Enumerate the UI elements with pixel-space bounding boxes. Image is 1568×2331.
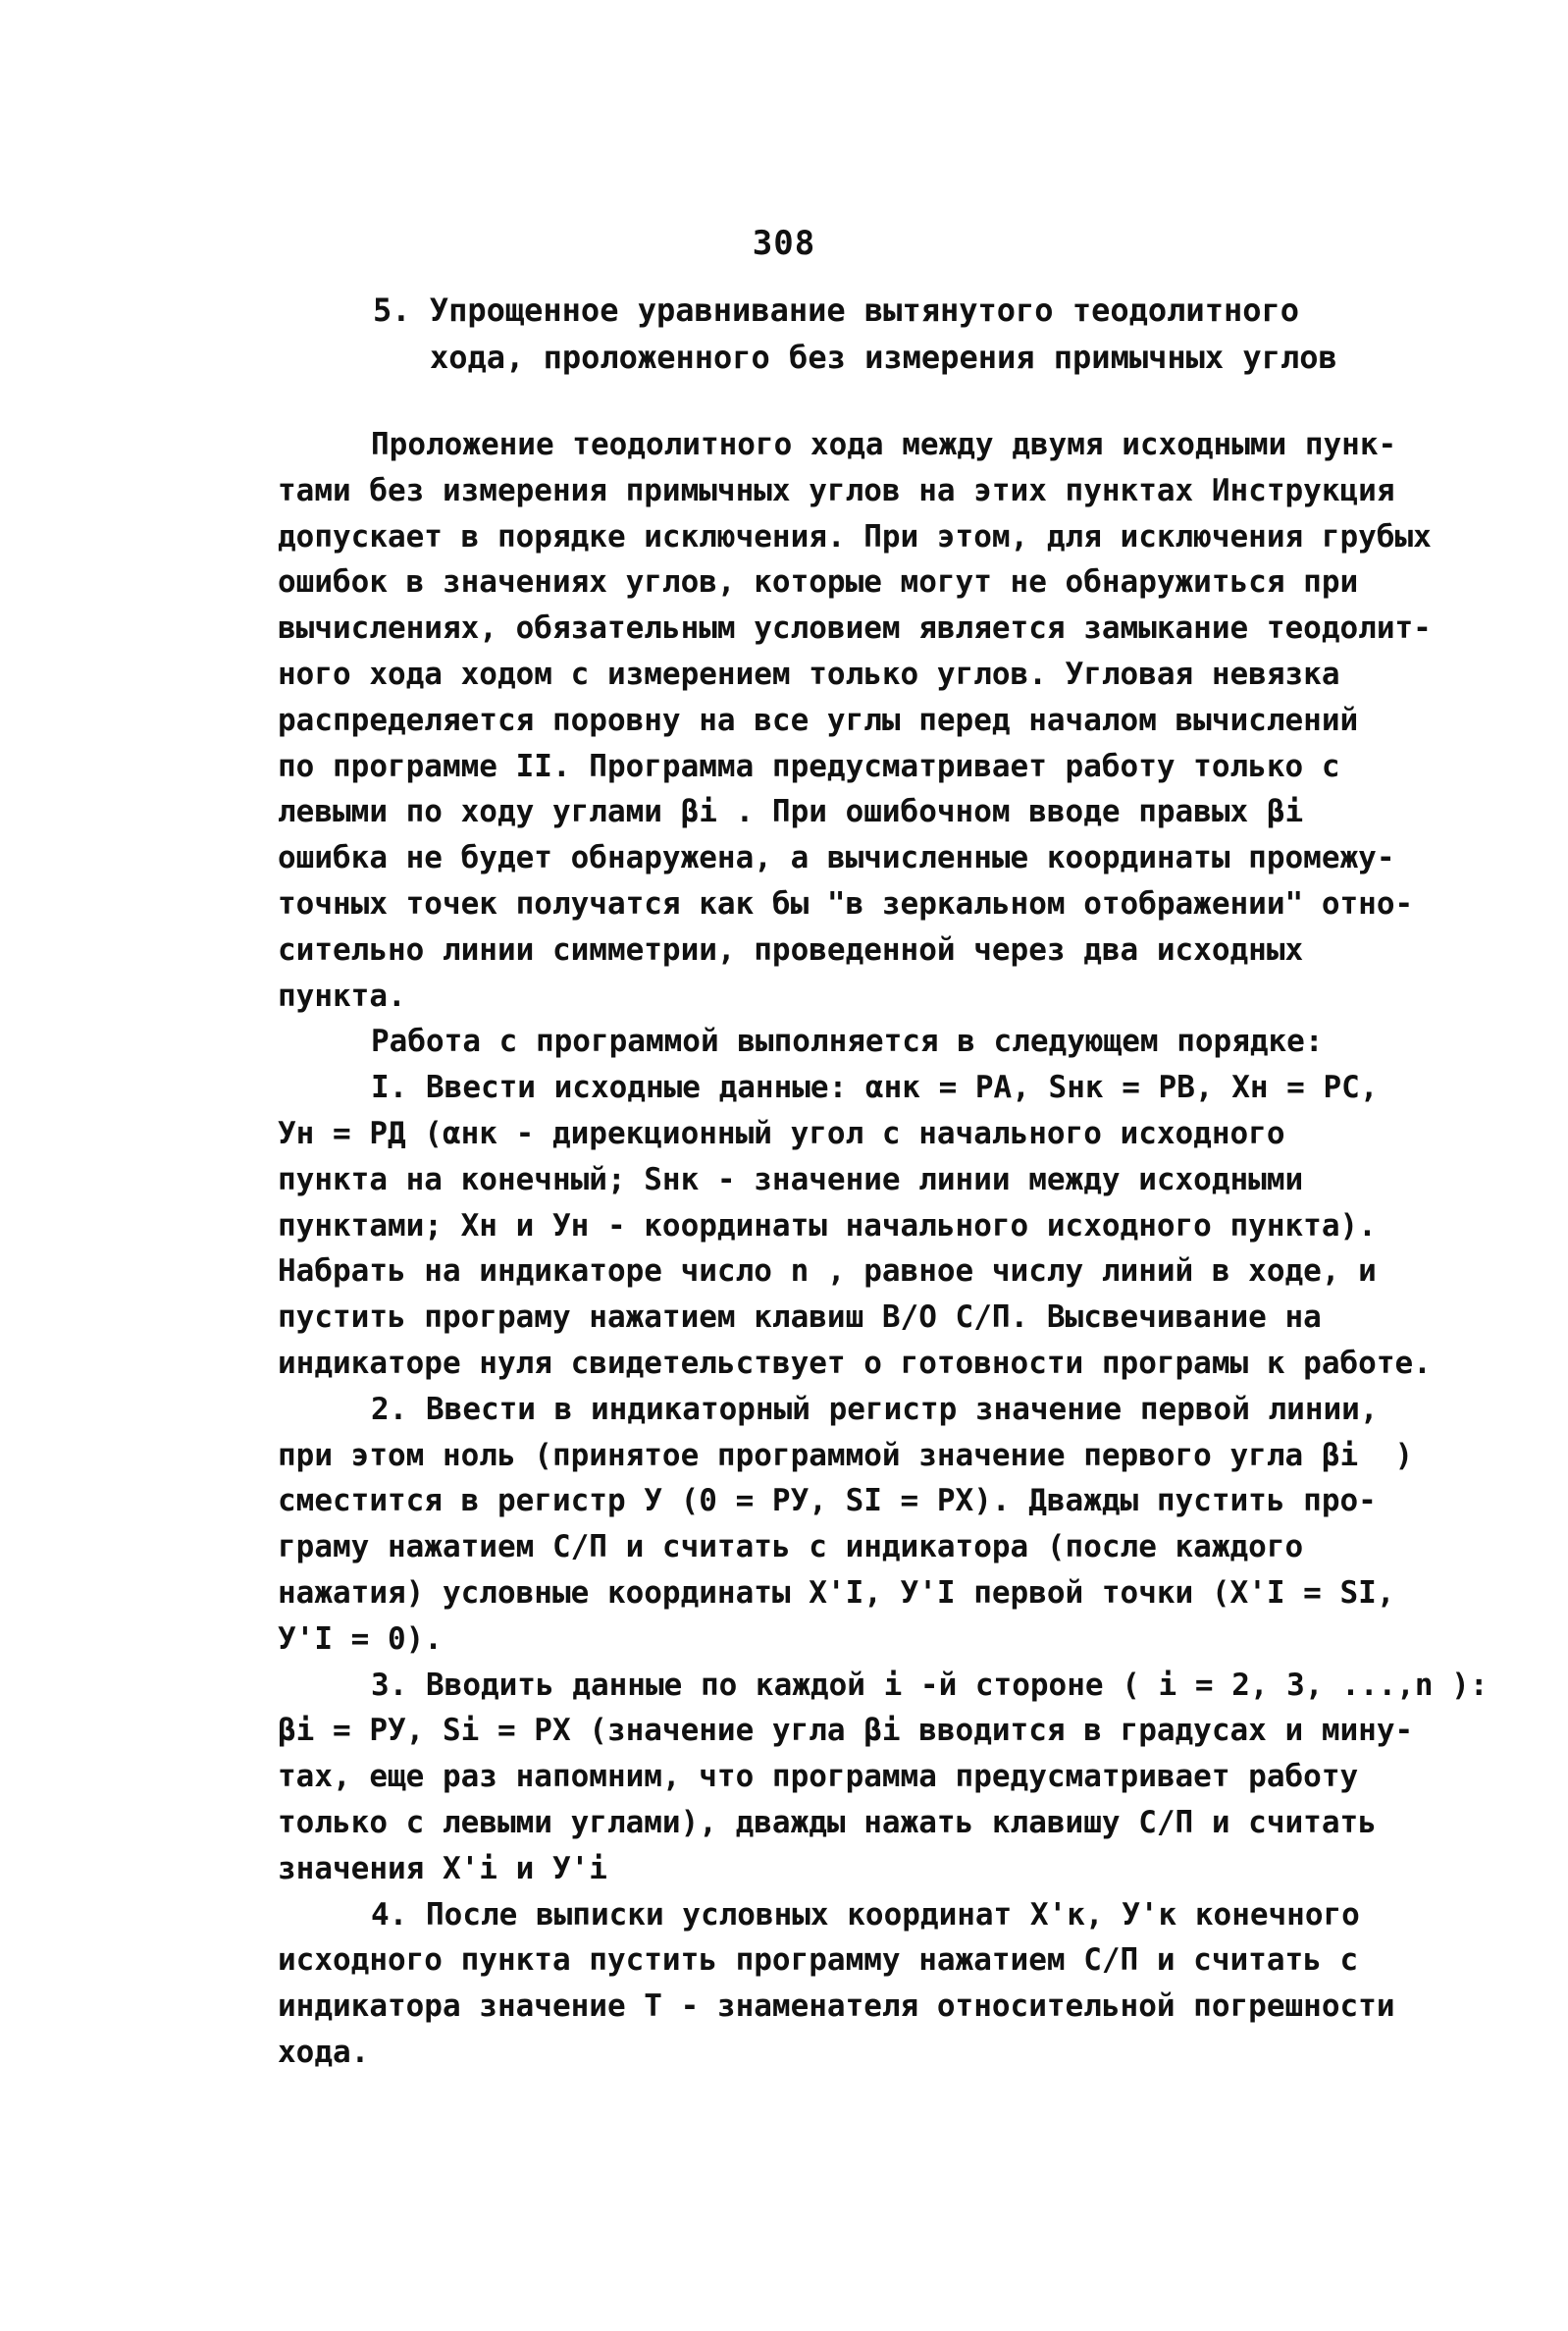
text-line: Проложение теодолитного хода между двумя исходными пунк- — [371, 427, 1397, 462]
text-line: только с левыми углами), дважды нажать клавишу С/П и считать — [278, 1804, 1377, 1840]
text-line: Работа с программой выполняется в следующем порядке: — [371, 1024, 1324, 1060]
text-line: 2. Ввести в индикаторный регистр значение первой линии, — [371, 1391, 1379, 1427]
text-line: тах, еще раз напомним, что программа предусматривает работу — [278, 1759, 1359, 1795]
text-line: пунктами; Xн и Ун - координаты начального исходного пункта). — [278, 1207, 1377, 1244]
text-line: значения X'i и У'i — [278, 1850, 607, 1886]
text-line: пустить програму нажатием клавиш В/О С/П. Высвечивание на — [278, 1299, 1322, 1336]
text-line: индикатора значение Т - знаменателя относительной погрешности — [278, 1988, 1395, 2025]
text-line: βi = РУ, Si = РХ (значение угла βi вводится в градусах и мину- — [278, 1713, 1414, 1749]
text-line: нажатия) условные координаты X'I, У'I первой точки (X'I = SI, — [278, 1574, 1395, 1611]
text-line: хода. — [278, 2034, 370, 2070]
text-line: распределяется поровну на все углы перед началом вычислений — [278, 702, 1359, 738]
text-line: тами без измерения примычных углов на этих пунктах Инструкция — [278, 472, 1395, 508]
text-line: допускает в порядке исключения. При этом, для исключения грубых — [278, 518, 1432, 555]
text-line: Ун = РД (αнк - дирекционный угол с начального исходного — [278, 1115, 1285, 1151]
step-4 — [278, 1892, 1485, 2076]
paragraph-procedure — [278, 1019, 1485, 1065]
text-line: левыми по ходу углами βi . При ошибочном вводе правых βi — [278, 794, 1304, 830]
step-2 — [278, 1387, 1485, 1663]
text-line: сительно линии симметрии, проведенной через два исходных — [278, 931, 1304, 968]
text-line: исходного пункта пустить программу нажатием С/П и считать с — [278, 1942, 1359, 1979]
text-line: вычислениях, обязательным условием является замыкание теодолит- — [278, 610, 1432, 647]
step-1 — [278, 1065, 1485, 1387]
text-line: по программе II. Программа предусматривает работу только с — [278, 748, 1340, 784]
text-line: I. Ввести исходные данные: αнк = РА, Sнк = РВ, Xн = РС, — [371, 1070, 1379, 1106]
page-number: 308 — [752, 224, 816, 263]
text-line: при этом ноль (принятое программой значение первого угла βi ) — [278, 1437, 1414, 1473]
text-line: сместится в регистр У (0 = РУ, SI = РХ). Дважды пустить про- — [278, 1483, 1377, 1519]
step-3 — [278, 1663, 1489, 1892]
text-line: ного хода ходом с измерением только углов. Угловая невязка — [278, 656, 1340, 692]
text-line: пункта на конечный; Sнк - значение линии между исходными — [278, 1161, 1304, 1197]
text-line: 3. Вводить данные по каждой i -й стороне ( i = 2, 3, ...,n ): — [371, 1667, 1489, 1703]
text-line: ошибка не будет обнаружена, а вычисленные координаты промежу- — [278, 840, 1395, 876]
heading-line: 5. Упрощенное уравнивание вытянутого теодолитного — [373, 291, 1300, 329]
text-line: Набрать на индикаторе число n , равное числу линий в ходе, и — [278, 1253, 1377, 1290]
text-line: 4. После выписки условных координат X'к, У'к конечного — [371, 1896, 1360, 1933]
text-line: точных точек получатся как бы "в зеркальном отображении" отно- — [278, 885, 1414, 922]
text-line: У'I = 0). — [278, 1620, 443, 1657]
paragraph-intro — [278, 422, 1485, 1019]
text-line: пункта. — [278, 978, 406, 1014]
text-line: граму нажатием С/П и считать с индикатора (после каждого — [278, 1529, 1304, 1565]
section-heading — [373, 287, 1393, 381]
heading-line: хода, проложенного без измерения примычных углов — [430, 339, 1337, 376]
text-line: индикаторе нуля свидетельствует о готовности програмы к работе. — [278, 1345, 1432, 1381]
text-line: ошибок в значениях углов, которые могут не обнаружиться при — [278, 564, 1359, 601]
body-text — [278, 422, 1489, 2076]
